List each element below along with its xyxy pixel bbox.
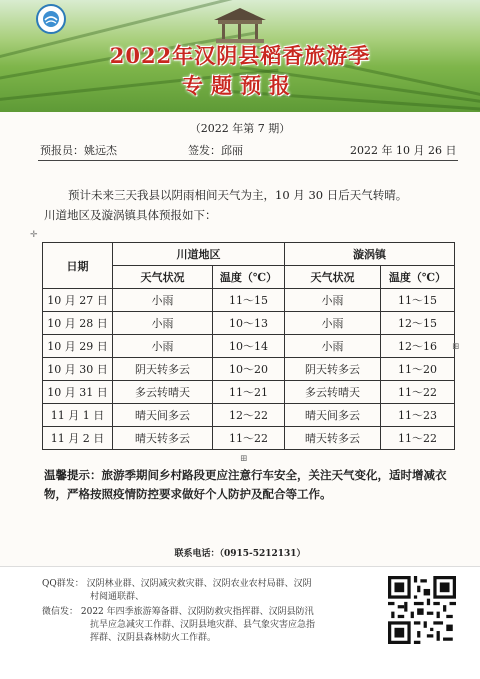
table-add-column-icon[interactable]: ⊞ [452,342,460,352]
table-row [43,289,455,312]
cell-date: 10 月 29 日 [43,335,113,358]
issue-date: 2022 年 10 月 26 日 [350,144,457,157]
divider [38,160,458,161]
cell-weather: 小雨 [113,312,213,335]
cell-temp: 12～15 [381,312,455,335]
cell-weather: 小雨 [285,289,381,312]
qr-code-icon[interactable] [388,576,456,644]
forecast-table [42,242,455,450]
header-region-1: 川道地区 [113,243,285,266]
qq-distribution-line-1: QQ群发： 汉阴林业群、汉阴减灾救灾群、汉阴农业农村局群、汉阴 [42,579,312,589]
cell-weather: 阴天转多云 [113,358,213,381]
wechat-distribution-line-2: 抗旱应急减灾工作群、汉阴县地灾群、县气象灾害应急指 [90,620,316,630]
tips-label: 温馨提示： [44,468,102,482]
cell-weather: 小雨 [285,312,381,335]
cell-date: 11 月 2 日 [43,427,113,450]
cell-temp: 11～15 [213,289,285,312]
header-weather-1: 天气状况 [113,266,213,289]
table-row [43,312,455,335]
table-resize-handle-icon[interactable]: ⊞ [240,454,248,464]
cell-temp: 11～22 [381,427,455,450]
header-region-2: 漩涡镇 [285,243,455,266]
pavilion-icon [208,6,272,44]
header-weather-2: 天气状况 [285,266,381,289]
header-temp-1: 温度（℃） [213,266,285,289]
cell-date: 10 月 27 日 [43,289,113,312]
table-move-handle-icon[interactable]: ✛ [30,230,38,240]
meteorology-logo-icon [36,4,66,34]
cell-date: 10 月 30 日 [43,358,113,381]
cell-weather: 晴天间多云 [285,404,381,427]
cell-weather: 小雨 [285,335,381,358]
cell-weather: 晴天转多云 [113,427,213,450]
cell-temp: 12～16 [381,335,455,358]
cell-temp: 11～21 [213,381,285,404]
table-row [43,404,455,427]
cell-temp: 10～13 [213,312,285,335]
cell-temp: 11～20 [381,358,455,381]
cell-weather: 晴天间多云 [113,404,213,427]
page-title: 2022年汉阴县稻香旅游季 [109,43,371,68]
intro-line-2: 川道地区及漩涡镇具体预报如下： [44,208,217,222]
header-date: 日期 [43,243,113,289]
table-row [43,358,455,381]
qq-distribution-line-2: 村阅通联群、 [90,592,145,602]
table-row [43,427,455,450]
cell-weather: 小雨 [113,335,213,358]
table-row [43,381,455,404]
cell-weather: 阴天转多云 [285,358,381,381]
table-row [43,335,455,358]
signer: 签发：邱丽 [188,144,243,157]
cell-date: 11 月 1 日 [43,404,113,427]
cell-temp: 11～22 [213,427,285,450]
issue-number: （2022 年第 7 期） [189,122,291,135]
cell-temp: 11～23 [381,404,455,427]
cell-date: 10 月 31 日 [43,381,113,404]
cell-temp: 10～20 [213,358,285,381]
contact-phone: 联系电话：（0915-5212131） [174,549,306,559]
cell-weather: 多云转晴天 [285,381,381,404]
warm-tips [44,466,464,504]
cell-weather: 多云转晴天 [113,381,213,404]
cell-weather: 晴天转多云 [285,427,381,450]
cell-temp: 10～14 [213,335,285,358]
intro-line-1: 预计未来三天我县以阴雨相间天气为主，10 月 30 日后天气转晴。 [68,188,408,202]
cell-date: 10 月 28 日 [43,312,113,335]
cell-temp: 11～22 [381,381,455,404]
header-banner [0,0,480,112]
forecaster: 预报员：姚远杰 [40,144,117,157]
wechat-distribution-line-1: 微信发： 2022 年四季旅游筹备群、汉阴防救灾指挥群、汉阴县防汛 [42,607,314,617]
cell-temp: 11～15 [381,289,455,312]
page-subtitle: 专题预报 [182,73,298,98]
header-temp-2: 温度（℃） [381,266,455,289]
wechat-distribution-line-3: 挥群、汉阴县森林防火工作群。 [90,633,217,643]
cell-weather: 小雨 [113,289,213,312]
tips-text: 旅游季期间乡村路段更应注意行车安全，关注天气变化，适时增减衣物，严格按照疫情防控要求做好个人防护及配合等工作。 [44,468,447,501]
cell-temp: 12～22 [213,404,285,427]
